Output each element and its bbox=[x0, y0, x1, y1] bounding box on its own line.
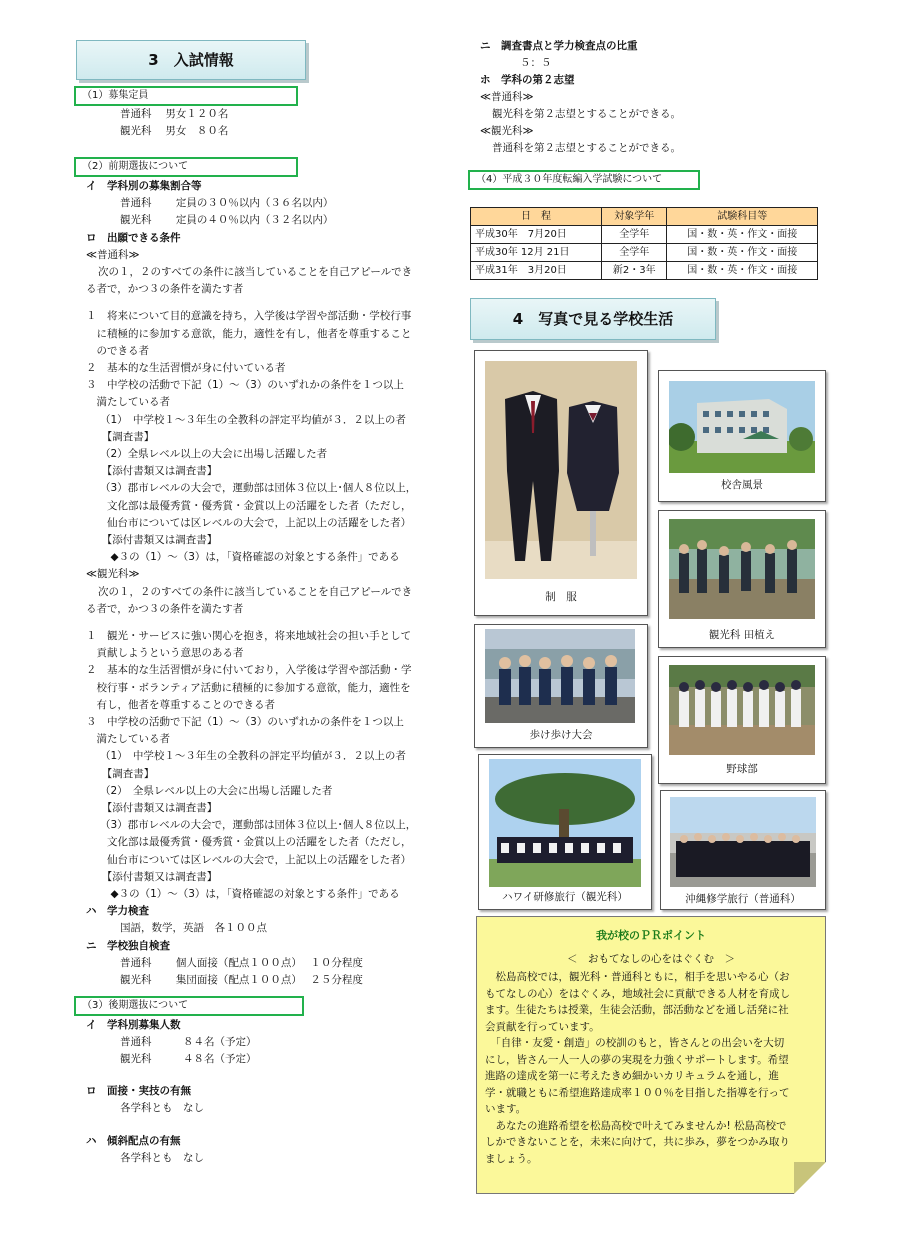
rice-planting-image bbox=[669, 519, 815, 619]
futsu-condition-line: １ 将来について目的意識を持ち，入学後は学習や部活動・学校行事 bbox=[86, 310, 412, 323]
early-i-line: 観光科 定員の４０％以内（３２名以内） bbox=[120, 214, 334, 227]
late-ha-line: 各学科とも なし bbox=[120, 1152, 204, 1164]
pr-body bbox=[485, 969, 817, 1167]
futsu-condition-line: 文化部は最優秀賞・優秀賞・金賞以上の活躍をした者（ただし， bbox=[86, 499, 412, 512]
table-cell: 全学年 bbox=[601, 226, 666, 244]
table-cell: 平成30年 7月20日 bbox=[471, 226, 602, 244]
pr-paragraph-line: もてなしの心）をはぐくみ，地域社会に貢献できる人材を育成し bbox=[485, 987, 791, 1000]
early-i-line: 普通科 定員の３０％以内（３６名以内） bbox=[120, 197, 334, 210]
pr-paragraph-line: あなたの進路希望を松島高校で叶えてみませんか! 松島高校で bbox=[485, 1119, 787, 1132]
kanko-condition-line: 【添付書類又は調査書】 bbox=[86, 870, 218, 883]
table-header: 試験科目等 bbox=[667, 208, 818, 226]
photo-okinawa-trip bbox=[660, 790, 826, 910]
photo-caption: 野球部 bbox=[726, 763, 758, 775]
kanko-condition-line: 【調査書】 bbox=[86, 767, 155, 780]
pr-paragraph-line: ます。生徒たちは授業，生徒会活動，部活動などを通し活発に社 bbox=[485, 1004, 789, 1016]
school-building-image bbox=[669, 381, 815, 473]
photo-hawaii-trip bbox=[478, 754, 652, 910]
subhead-late-selection: （3）後期選抜について bbox=[74, 996, 304, 1016]
page-fold-corner bbox=[794, 1162, 826, 1194]
kanko-condition-line: ２ 基本的な生活習慣が身に付いており，入学後は学習や部活動・学 bbox=[86, 664, 412, 677]
futsu-condition-line: 満たしている者 bbox=[86, 396, 170, 409]
photo-caption: ハワイ研修旅行（観光科） bbox=[502, 891, 628, 903]
table-row bbox=[471, 262, 818, 280]
hawaii-trip-image bbox=[489, 759, 641, 887]
pr-paragraph-line: にし，皆さん一人一人の夢の実現を力強くサポートします。希望 bbox=[485, 1053, 789, 1066]
kanko-condition-line: 校行事・ボランティア活動に積極的に参加する意欲，能力，適性を bbox=[86, 681, 411, 694]
second-choice-futsu-label: ≪普通科≫ bbox=[480, 91, 534, 103]
table-cell: 平成30年 12月 21日 bbox=[471, 244, 602, 262]
early-ni-line: 普通科 個人面接（配点１００点） １０分程度 bbox=[120, 956, 363, 969]
kanko-condition-line: 満たしている者 bbox=[86, 733, 170, 746]
futsu-label: ≪普通科≫ bbox=[86, 248, 140, 261]
second-choice-kanko-line: 普通科を第２志望とすることができる。 bbox=[492, 142, 681, 154]
pr-paragraph-line: 会貢献を行っています。 bbox=[485, 1020, 600, 1033]
second-choice-futsu-line: 観光科を第２志望とすることができる。 bbox=[492, 108, 681, 120]
transfer-exam-table bbox=[470, 207, 818, 280]
futsu-condition-line: （2）全県レベル以上の大会に出場し活躍した者 bbox=[100, 448, 328, 460]
subhead-early-selection: （2）前期選抜について bbox=[74, 157, 298, 177]
table-header-row bbox=[471, 208, 818, 226]
late-ha-title: ハ 傾斜配点の有無 bbox=[86, 1135, 181, 1147]
table-cell: 全学年 bbox=[601, 244, 666, 262]
photo-baseball bbox=[658, 656, 826, 784]
kanko-condition-line: （3）郡市レベルの大会で，運動部は団体３位以上･個人８位以上， bbox=[100, 819, 417, 832]
futsu-condition-line: ３ 中学校の活動で下記（1）～（3）のいずれかの条件を１つ以上 bbox=[86, 379, 404, 392]
okinawa-trip-image bbox=[670, 797, 816, 887]
futsu-condition-line: ２ 基本的な生活習慣が身に付いている者 bbox=[86, 362, 286, 374]
ratio-title: ニ 調査書点と学力検査点の比重 bbox=[480, 40, 638, 52]
kanko-condition-line: １ 観光・サービスに強い関心を抱き，将来地域社会の担い手として bbox=[86, 630, 412, 642]
table-header: 日 程 bbox=[471, 208, 602, 226]
futsu-intro-line: 次の１，２のすべての条件に該当していることを自己アピールでき bbox=[98, 266, 413, 278]
futsu-condition-line: 仙台市については区レベルの大会で，上記以上の活躍をした者） bbox=[86, 516, 412, 529]
kanko-condition-line: （2） 全県レベル以上の大会に出場し活躍した者 bbox=[100, 784, 333, 797]
futsu-condition-line: のできる者 bbox=[86, 344, 149, 357]
futsu-condition-line: 【添付書類又は調査書】 bbox=[86, 534, 218, 546]
photo-caption: 歩け歩け大会 bbox=[529, 729, 593, 741]
pr-paragraph-line: 進路の達成を第一に考えたきめ細かいカリキュラムを通し，進 bbox=[485, 1070, 779, 1082]
second-choice-title: ホ 学科の第２志望 bbox=[480, 74, 575, 86]
photo-caption: 観光科 田植え bbox=[708, 629, 776, 641]
section4-heading: 4 写真で見る学校生活 bbox=[470, 298, 716, 340]
photo-caption: 沖縄修学旅行（普通科） bbox=[685, 893, 801, 905]
late-i-title: イ 学科別募集人数 bbox=[86, 1019, 181, 1031]
photo-walking-event bbox=[474, 624, 648, 748]
kanko-condition-line: ３ 中学校の活動で下記（1）～（3）のいずれかの条件を１つ以上 bbox=[86, 716, 404, 728]
baseball-image bbox=[669, 665, 815, 755]
futsu-condition-line: に積極的に参加する意欲，能力，適性を有し，他者を尊重すること bbox=[86, 327, 412, 340]
early-ni-line: 観光科 集団面接（配点１００点） ２５分程度 bbox=[120, 974, 363, 986]
kanko-intro-line: 次の１，２のすべての条件に該当していることを自己アピールでき bbox=[98, 585, 413, 598]
pr-paragraph-line: しかできないことを，未来に向けて，共に歩み，夢をつかみ取り bbox=[485, 1136, 790, 1148]
late-ro-title: ロ 面接・実技の有無 bbox=[86, 1085, 191, 1097]
early-ha-line: 国語，数学，英語 各１００点 bbox=[120, 922, 267, 935]
early-i-title: イ 学科別の募集割合等 bbox=[86, 180, 202, 192]
subhead-capacity: （1）募集定員 bbox=[74, 86, 298, 106]
table-header: 対象学年 bbox=[601, 208, 666, 226]
table-row bbox=[471, 244, 818, 262]
second-choice-kanko-label: ≪観光科≫ bbox=[480, 125, 534, 137]
futsu-intro-line: る者で，かつ３の条件を満たす者 bbox=[86, 283, 244, 296]
photo-school-building bbox=[658, 370, 826, 502]
pr-paragraph-line: 学・就職ともに希望進路達成率１００％を目指した指導を行って bbox=[485, 1086, 790, 1099]
kanko-condition-line: 貢献しようという意思のある者 bbox=[86, 647, 244, 660]
futsu-condition-line: （3）郡市レベルの大会で，運動部は団体３位以上･個人８位以上， bbox=[100, 482, 417, 495]
kanko-condition-line: （1） 中学校１～３年生の全教科の評定平均値が３．２以上の者 bbox=[100, 750, 406, 763]
capacity-line-2: 観光科 男女 ８０名 bbox=[120, 125, 229, 137]
pr-paragraph-line: 松島高校では，観光科・普通科ともに，相手を思いやる心（お bbox=[485, 971, 790, 983]
pr-points-box bbox=[476, 916, 826, 1194]
pr-paragraph-line: ましょう。 bbox=[485, 1152, 538, 1165]
ratio-value: ５：５ bbox=[520, 57, 552, 69]
pr-subtitle: ＜ おもてなしの心をはぐくむ ＞ bbox=[567, 953, 735, 965]
early-ha-title: ハ 学力検査 bbox=[86, 905, 149, 918]
table-cell: 国・数・英・作文・面接 bbox=[667, 226, 818, 244]
table-cell: 新2・3年 bbox=[601, 262, 666, 280]
late-ro-line: 各学科とも なし bbox=[120, 1102, 204, 1114]
futsu-condition-line: 【調査書】 bbox=[86, 430, 155, 443]
futsu-condition-line: ◆３の（1）～（3）は，「資格確認の対象とする条件」である bbox=[100, 551, 400, 564]
kanko-label: ≪観光科≫ bbox=[86, 568, 140, 581]
kanko-intro-line: る者で，かつ３の条件を満たす者 bbox=[86, 602, 244, 615]
late-i-line-1: 普通科 ８４名（予定） bbox=[120, 1036, 257, 1048]
kanko-condition-line: ◆３の（1）～（3）は，「資格確認の対象とする条件」である bbox=[100, 888, 400, 900]
pr-paragraph-line: 「自律・友愛・創造」の校訓のもと，皆さんとの出会いを大切 bbox=[485, 1037, 785, 1049]
walking-event-image bbox=[485, 629, 635, 723]
uniform-image bbox=[485, 361, 637, 579]
photo-caption: 制 服 bbox=[545, 591, 577, 603]
kanko-condition-line: 有し，他者を尊重することのできる者 bbox=[86, 698, 275, 711]
photo-rice-planting bbox=[658, 510, 826, 648]
subhead-transfer-exam: （4）平成３０年度転編入学試験について bbox=[468, 170, 700, 190]
photo-caption: 校舎風景 bbox=[721, 479, 763, 491]
table-cell: 平成31年 3月20日 bbox=[471, 262, 602, 280]
kanko-condition-line: 仙台市については区レベルの大会で，上記以上の活躍をした者） bbox=[86, 853, 412, 866]
photo-uniform bbox=[474, 350, 648, 616]
kanko-condition-line: 文化部は最優秀賞・優秀賞・金賞以上の活躍をした者（ただし， bbox=[86, 836, 412, 849]
kanko-condition-line: 【添付書類又は調査書】 bbox=[86, 802, 218, 814]
early-ro-title: ロ 出願できる条件 bbox=[86, 231, 181, 244]
capacity-line-1: 普通科 男女１２０名 bbox=[120, 108, 229, 120]
table-row bbox=[471, 226, 818, 244]
futsu-condition-line: （1） 中学校１～３年生の全教科の評定平均値が３．２以上の者 bbox=[100, 413, 406, 426]
pr-paragraph-line: います。 bbox=[485, 1103, 527, 1115]
section3-heading: 3 入試情報 bbox=[76, 40, 306, 80]
early-ni-title: ニ 学校独自検査 bbox=[86, 939, 170, 952]
late-i-line-2: 観光科 ４８名（予定） bbox=[120, 1053, 257, 1065]
table-cell: 国・数・英・作文・面接 bbox=[667, 262, 818, 280]
table-cell: 国・数・英・作文・面接 bbox=[667, 244, 818, 262]
pr-title: 我が校のＰＲポイント bbox=[596, 929, 706, 942]
futsu-condition-line: 【添付書類又は調査書】 bbox=[86, 465, 218, 478]
